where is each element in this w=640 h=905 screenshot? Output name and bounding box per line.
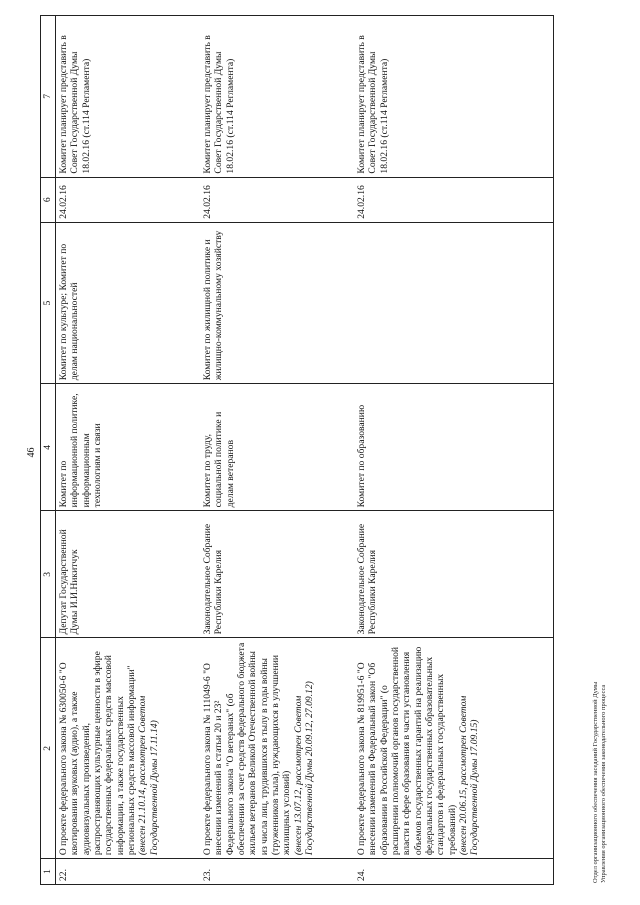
co-committees: Комитет по культуре; Комитет по делам национальностей xyxy=(56,222,201,384)
row-number: 22. xyxy=(56,859,201,885)
table-row xyxy=(200,16,354,885)
column-header-row xyxy=(41,16,56,885)
footer-line: Управления организационного обеспечения законодательного процесса xyxy=(600,684,608,883)
table-row xyxy=(56,16,201,885)
page-number: 46 xyxy=(26,447,37,458)
responsible-committee: Комитет по труду, социальной политике и делам ветеранов xyxy=(200,384,354,511)
column-header: 2 xyxy=(41,638,56,859)
co-committees: Комитет по жилищной политике и жилищно-коммунальному хозяйству xyxy=(200,222,354,384)
bill-title: О проекте федерального закона № 630050-6 "О квотировании звуковых (аудио), а также аудиовизуальных произведений, распространяющих культурные ценности в эфире государственных федеральных средств массовой информации, а также государственных региональных средств массовой информации" xyxy=(58,651,137,856)
remark: Комитет планирует представить в Совет Государственной Думы 18.02.16 (ст.114 Регламента) xyxy=(56,16,201,178)
remark: Комитет планирует представить в Совет Государственной Думы 18.02.16 (ст.114 Регламента) xyxy=(200,16,354,178)
table-row xyxy=(354,16,554,885)
responsible-committee: Комитет по информационной политике, информационным технологиям и связи xyxy=(56,384,201,511)
bills-table xyxy=(40,15,554,885)
bill-title-cell xyxy=(200,638,354,859)
column-header: 5 xyxy=(41,222,56,384)
column-header: 1 xyxy=(41,859,56,885)
bill-note: (внесен 21.10.14, рассмотрен Советом Государственной Думы 17.11.14) xyxy=(137,695,160,856)
initiator: Законодательное Собрание Республики Карелия xyxy=(200,511,354,638)
footer xyxy=(592,682,608,883)
column-header: 4 xyxy=(41,384,56,511)
date: 24.02.16 xyxy=(200,177,354,222)
co-committees xyxy=(354,222,554,384)
initiator: Депутат Государственной Думы И.И.Никитчук xyxy=(56,511,201,638)
bill-note: (внесен 13.07.12, рассмотрен Советом Государственной Думы 20.09.12, 27.09.12) xyxy=(292,681,315,856)
column-header: 7 xyxy=(41,16,56,178)
bill-title-cell xyxy=(56,638,201,859)
responsible-committee: Комитет по образованию xyxy=(354,384,554,511)
bill-title: О проекте федерального закона № 111049-6 "О внесении изменений в статьи 20 и 23² Федерального закона "О ветеранах" (об обеспечении за счет средств федерального бюджета жильем ветеранов Великой Отечественной войны из числа лиц, трудившихся в тылу в годы войны (труженников тыла), нуждающихся в улучшении жилищных условий) xyxy=(202,642,293,856)
row-number: 24. xyxy=(354,859,554,885)
row-number: 23. xyxy=(200,859,354,885)
initiator: Законодательное Собрание Республики Карелия xyxy=(354,511,554,638)
bill-title: О проекте федерального закона № 819951-6 "О внесении изменений в Федеральный закон "Об образовании в Российской Федерации" (о расширении полномочий органов государственной власти в сфере образования в части установления объемов государственных гарантий на реализацию федеральных государственных образовательных стандартов и федеральных государственных требований) xyxy=(356,646,458,856)
footer-line: Отдел организационного обеспечения заседаний Государственной Думы xyxy=(592,681,599,883)
date: 24.02.16 xyxy=(56,177,201,222)
bill-title-cell xyxy=(354,638,554,859)
column-header: 3 xyxy=(41,511,56,638)
date: 24.02.16 xyxy=(354,177,554,222)
column-header: 6 xyxy=(41,177,56,222)
bill-note: (внесен 20.06.15, рассмотрен Советом Государственной Думы 17.09.15) xyxy=(457,695,481,856)
remark: Комитет планирует представить в Совет Государственной Думы 18.02.16 (ст.114 Регламента) xyxy=(354,16,554,178)
